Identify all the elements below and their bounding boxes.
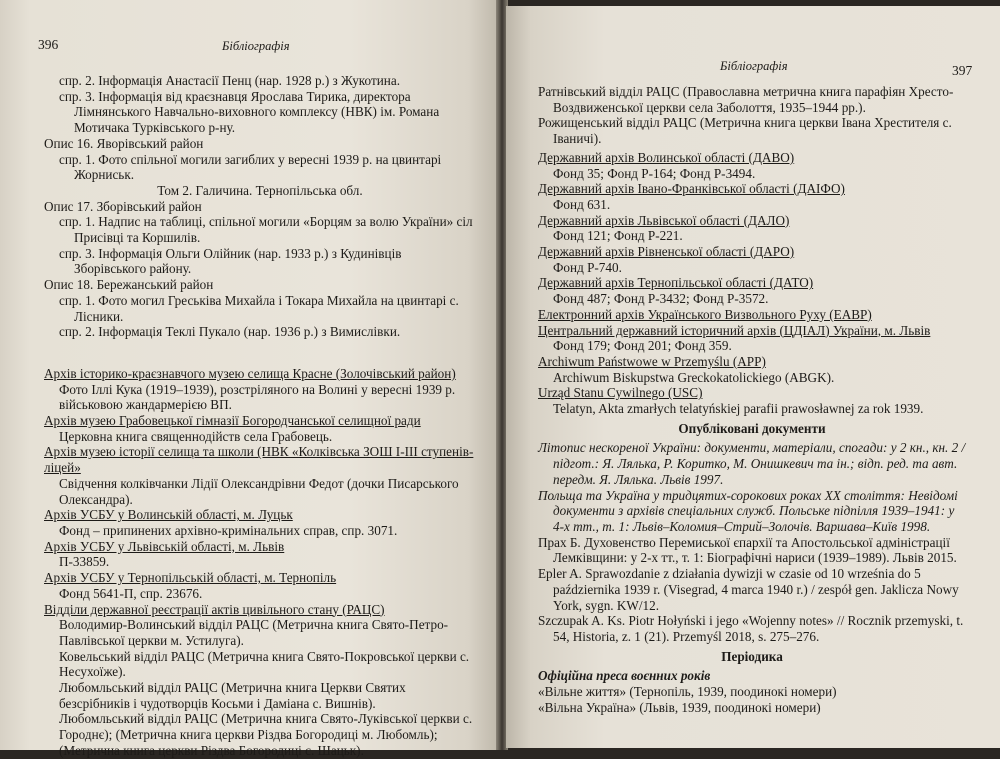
- entry: Церковна книга священнодійств села Грабовець.: [59, 428, 333, 444]
- entry: спр. 1. Надпис на таблиці, спільної могили «Борцям за волю України» сіл Присівці та Коршилів.: [59, 214, 473, 246]
- archive-heading: Державний архів Тернопільської області (ДАТО): [538, 275, 814, 291]
- volume-heading: Том 2. Галичина. Тернопільська обл.: [157, 182, 363, 198]
- page-number-left: 396: [38, 37, 59, 52]
- entry: Фонд 631.: [553, 196, 611, 212]
- inventory-heading: Опис 17. Зборівський район: [44, 198, 202, 214]
- inventory-heading: Опис 16. Яворівський район: [44, 135, 204, 151]
- right-page-text: [538, 84, 966, 715]
- left-page-text: [44, 73, 476, 759]
- entry: «Вільна Україна» (Львів, 1939, поодинокі номери): [538, 699, 821, 715]
- entry: Фонд 487; Фонд Р-3432; Фонд Р-3572.: [553, 291, 769, 307]
- archive-heading: Державний архів Львівської області (ДАЛО): [538, 212, 790, 228]
- entry: Фонд Р-740.: [553, 259, 622, 275]
- entry: Epler A. Sprawozdanie z działania dywizji w czasie od 10 września do 5 października 1939 r. (Visegrad, 4 marca 1940 r.) / zespół gen. Jaklicza Nowy York, sygn. KW/12.: [538, 566, 959, 613]
- archive-heading: Архів УСБУ у Волинській області, м. Луцьк: [44, 507, 293, 523]
- subsection-heading: Офіційна преса воєнних років: [538, 668, 711, 684]
- entry: Ратнівський відділ РАЦС (Православна метрична книга парафіян Хресто-Воздвиженської церкви села Заболоття, 1935–1944 рр.).: [538, 84, 954, 115]
- entry: Фонд 121; Фонд Р-221.: [553, 228, 683, 244]
- entry: Польща та Україна у тридцятих-сорокових роках ХХ століття: Невідомі документи з архівів спеціальних служб. Польське підпілля 1939–1941: у 4-х тт., т. 1: Львів–Коломия–Стрий–Золочів. Варшава–Київ 1998.: [538, 487, 958, 534]
- entry: спр. 3. Інформація від краєзнавця Ярослава Тирика, директора Лімнянського Навчально-виховного комплексу (НВК) ім. Романа Мотичака Турківського р-ну.: [59, 88, 440, 136]
- archive-heading: Центральний державний історичний архів (ЦДІАЛ) України, м. Львів: [538, 322, 931, 338]
- archive-heading: Відділи державної реєстрації актів цивільного стану (РАЦС): [44, 601, 385, 617]
- entry: Archiwum Biskupstwa Greckokatolickiego (ABGK).: [553, 369, 835, 385]
- entry: Свідчення колківчанки Лідії Олександрівни Федот (дочки Писарського Олександра).: [59, 475, 459, 507]
- entry: Любомльський відділ РАЦС (Метрична книга Церкви Святих безсрібників і чудотворців Косьми і Даміана с. Вишнів).: [59, 680, 406, 711]
- archive-heading: Державний архів Івано-Франківської області (ДАІФО): [538, 181, 845, 197]
- entry: спр. 3. Інформація Ольги Олійник (нар. 1933 р.) з Кудинівців Зборівського району.: [59, 245, 402, 277]
- entry: Фонд – припинених архівно-кримінальних справ, спр. 3071.: [59, 522, 398, 538]
- running-header-left: Бібліографія: [222, 39, 290, 53]
- entry: спр. 1. Фото спільної могили загиблих у вересні 1939 р. на цвинтарі Жорниськ.: [59, 151, 442, 183]
- entry: П-33859.: [59, 554, 110, 570]
- archive-heading: Архів музею історії селища та школи (НВК «Колківська ЗОШ І-ІІІ ступенів-ліцей»: [44, 444, 474, 476]
- archive-heading: Архів УСБУ у Тернопільській області, м. Тернопіль: [44, 570, 337, 586]
- section-heading: Періодика: [721, 648, 783, 664]
- right-page: [506, 6, 1000, 748]
- entry: Прах Б. Духовенство Перемиської єпархії та Апостольської адміністрації Лемківщини: у 2-х тт., т. 1: Біографічні нариси (1939–1989). Львів 2015.: [538, 534, 957, 566]
- entry: Любомльський відділ РАЦС (Метрична книга Свято-Луківської церкви с. Городнє); (Метрична книга церкви Різдва Богородиці м. Любомль); (Метрична книга церкви Різдва Богородиці с. Шацьк).: [59, 711, 473, 758]
- left-page: [0, 0, 498, 758]
- archive-heading: Archiwum Państwowe w Przemyślu (APP): [538, 353, 766, 369]
- entry: Szczupak A. Ks. Piotr Hołyński i jego «Wojenny notes» // Rocznik przemyski, t. 54, Historia, z. 1 (21). Przemyśl 2018, s. 275–276.: [538, 613, 964, 644]
- entry: Літопис нескореної України: документи, матеріали, спогади: у 2 кн., кн. 2 / підгот.: Я. Лялька, Р. Коритко, М. Онишкевич та ін.; відп. ред. та авт. передм. Я. Лялька. Львів 1997.: [538, 440, 966, 487]
- archive-heading: Електронний архів Українського Визвольного Руху (ЕАВР): [538, 306, 872, 322]
- entry: спр. 1. Фото могил Греськіва Михайла і Токара Михайла на цвинтарі с. Лісники.: [59, 292, 459, 324]
- entry: Володимир-Волинський відділ РАЦС (Метрична книга Свято-Петро-Павлівської церкви м. Устилуга).: [59, 617, 449, 648]
- entry: Фонд 179; Фонд 201; Фонд 359.: [553, 338, 732, 354]
- entry: Рожищенський відділ РАЦС (Метрична книга церкви Івана Хрестителя с. Іваничі).: [538, 115, 952, 147]
- page-number-right: 397: [952, 63, 973, 78]
- inventory-heading: Опис 18. Бережанський район: [44, 277, 214, 293]
- entry: Ковельський відділ РАЦС (Метрична книга Свято-Покровської церкви с. Несухоїже).: [59, 648, 470, 680]
- entry: Telatyn, Akta zmarłych telatyńskiej parafii prawosławnej za rok 1939.: [553, 401, 924, 417]
- entry: спр. 2. Інформація Анастасії Пенц (нар. 1928 р.) з Жукотина.: [59, 73, 400, 88]
- archive-heading: Urząd Stanu Cywilnego (USC): [538, 385, 703, 401]
- archive-heading: Архів УСБУ у Львівській області, м. Львів: [44, 538, 285, 554]
- archive-heading: Архів історико-краєзнавчого музею селища Красне (Золочівський район): [44, 365, 456, 381]
- running-header-right: Бібліографія: [720, 59, 788, 73]
- archive-heading: Державний архів Рівненської області (ДАРО): [538, 244, 795, 260]
- entry: Фонд 5641-П, спр. 23676.: [59, 585, 203, 601]
- archive-heading: Архів музею Грабовецької гімназії Богородчанської селищної ради: [44, 413, 421, 429]
- archive-heading: Державний архів Волинської області (ДАВО): [538, 149, 795, 165]
- entry: «Вільне життя» (Тернопіль, 1939, поодинокі номери): [538, 684, 837, 700]
- entry: спр. 2. Інформація Теклі Пукало (нар. 1936 р.) з Вимислівки.: [59, 324, 401, 340]
- entry: Фото Іллі Кука (1919–1939), розстріляного на Волині у вересні 1939 р. військовою жандармерією ВП.: [59, 381, 456, 413]
- section-heading: Опубліковані документи: [678, 420, 826, 436]
- entry: Фонд 35; Фонд Р-164; Фонд Р-3494.: [553, 165, 756, 181]
